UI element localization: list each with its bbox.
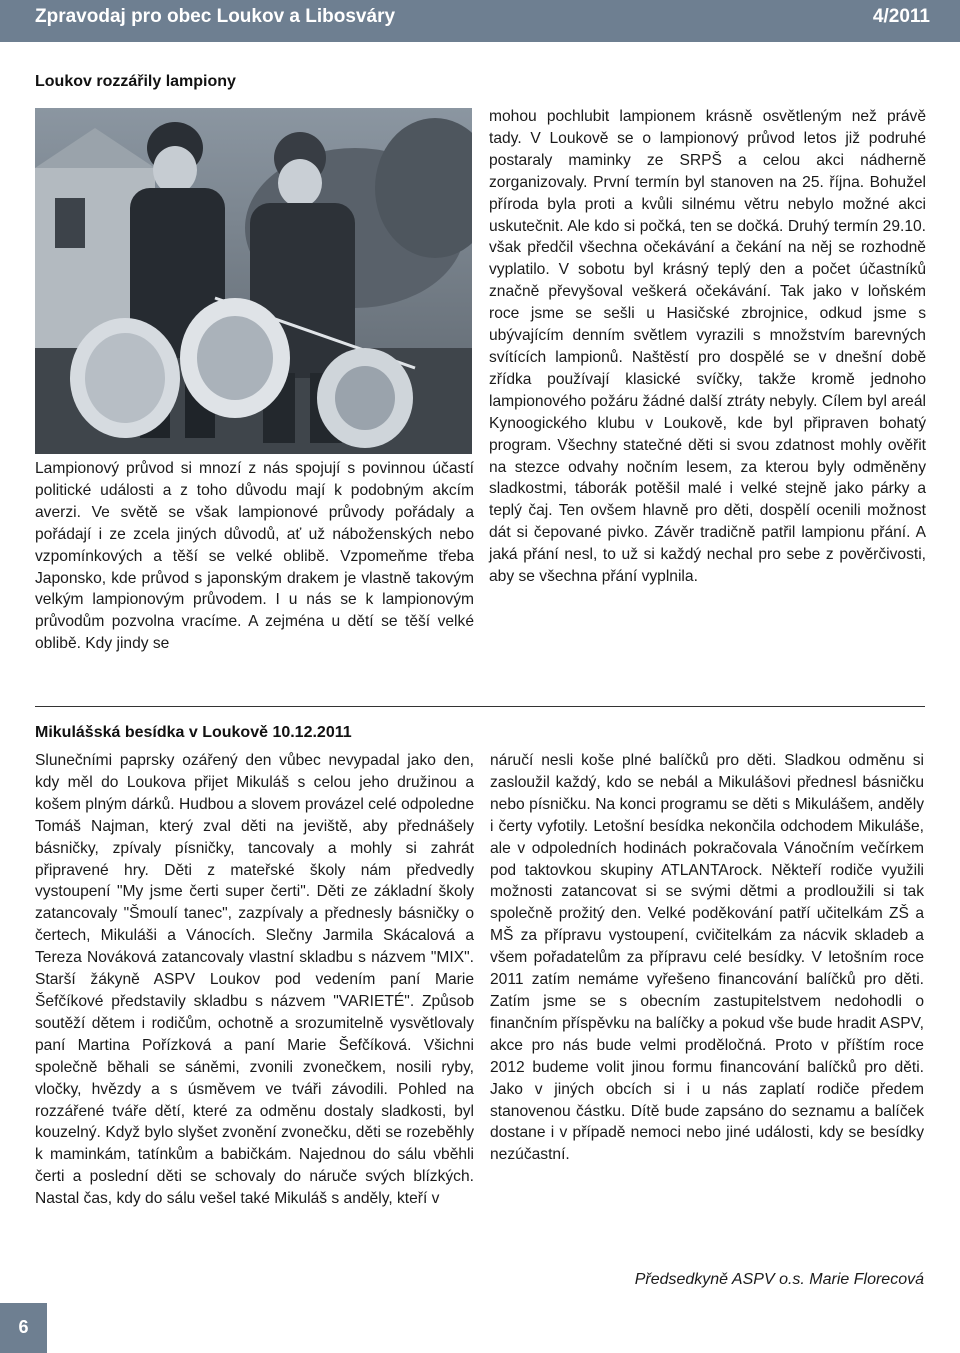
article1-text-right: mohou pochlubit lampionem krásně osvětleným než právě tady. V Loukově se o lampionový průvod letos již podruhé postaraly maminky ze SRPŠ a celou akci nádherně zorganizovaly. První termín byl stanoven na 25. října. Bohužel příroda byla proti a kvůli silnému větru nebylo možné akci uskutečnit. Ale kdo si počká, ten se dočká. Druhý termín 29.10. však předčil všechna očekávání a čekání na něj se rozhodně vyplatilo. V sobotu byl krásný teplý den a počet účastníků značně převyšoval veškerá očekávání. Tak jako v loňském roce jsme se sešli u Hasičské zbrojnice, odkud jsme s ubývajícím denním světlem vyrazili s množstvím barevných svítících lampionů. Naštěstí pro dospělé se v dnešní době zřídka používají klasické svíčky, takže kromě jednoho lampionového požáru žádné další ztráty nebyly. Cílem byl areál Kynoogického klubu v Loukově, kde byl připraven bohatý program. Všechny statečné děti si svou zdatnost mohly ověřit na stezce odvahy nočním lesem, za kterou byly odměněny sladkostmi, táborák potěšil malé i velké stejně jako párky a teplý čaj. Ten ovšem hlavně pro děti, dospělí ocenili možnost dát si čepované pivko. Závěr tradičně patřil lampionu přání. A jaká přání nesl, to už si každý nechal pro sebe z pověrčivosti, aby se všechna přání vyplnila. (489, 108, 926, 586)
article2-signature: Předsedkyně ASPV o.s. Marie Florecová (634, 1271, 924, 1288)
article1-text-left: Lampionový průvod si mnozí z nás spojují s povinnou účastí politické události a z toho důvodu mají k podobným akcím averzi. Ve světě se však lampionové průvody pořádaly a pořádají i ze zcela jiných důvodů, ať už náboženských nebo vzpomínkových a těší se velké oblibě. Vzpomeňme třeba Japonsko, kde průvod s japonským drakem je vlastně takovým velkým lampionovým průvodem. I u nás se k lampionovým průvodům pozvolna vracíme. A zejména u dětí se těší velké oblibě. Kdy jindy se (35, 460, 474, 653)
article1-title: Loukov rozzářily lampiony (35, 73, 236, 90)
newsletter-title: Zpravodaj pro obec Loukov a Libosváry (35, 6, 396, 27)
section-divider (35, 706, 925, 707)
article1-column-left (35, 458, 474, 655)
article2-title: Mikulášská besídka v Loukově 10.12.2011 (35, 724, 352, 741)
issue-number: 4/2011 (872, 6, 930, 27)
article2-column-right (490, 750, 924, 1166)
lantern-children-photo (35, 108, 472, 454)
article2-text-left: Slunečními paprsky ozářený den vůbec nevypadal jako den, kdy měl do Loukova přijet Mikuláš s celou jeho družinou a košem plným dárků. Hudbou a slovem provázel celé odpoledne Tomáš Najman, který zval děti na jeviště, aby přednášely básničky, zpívaly písničky, tancovaly a mohly si zahrát připravené hry. Děti z mateřské školy nám předvedly vystoupení "My jsme čerti super čerti". Děti ze základní školy zatancovaly "Šmoulí tanec", zazpívaly a přednesly básničky o čertech, Mikuláši a Vánocích. Slečny Jarmila Skácalová a Tereza Nováková zatancovaly vlastní skladbu s názvem "MIX". Starší žákyně ASPV Loukov pod vedením paní Marie Šefčíkové představily skladbu s názvem "VARIETÉ". Způsob soutěží dětem i rodičům, ochotně a srozumitelně vysvětlovaly paní Martina Pořízková a paní Marie Šefčíková. Všichni společně běhali se sáněmi, zvonili zvonečkem, nosili ryby, vločky, hvězdy a s úsměvem ve tváři závodili. Pohled na rozzářené tváře dětí, které za odměnu dostaly sladkosti, byl kouzelný. Když bylo slyšet zvonění zvonečku, děti se rozeběhly k maminkám, tatínkům a babičkám. Najednou do sálu vběhli čerti a poslední děti se schovaly do náruče svých blízkých. Nastal čas, kdy do sálu vešel také Mikuláš s anděly, kteří v (35, 752, 474, 1208)
article1-column-right (489, 106, 926, 588)
page-number-tab (0, 1303, 47, 1353)
article2-column-left (35, 750, 474, 1210)
article2-text-right: náručí nesli koše plné balíčků pro děti. Sladkou odměnu si zasloužil každý, kdo se nebál a Mikulášovi přednesl básničku nebo písničku. Na konci programu se děti s Mikulášem, anděly i čerty vyfotily. Letošní besídka nekončila odchodem Mikuláše, ale v odpoledních hodinách pokračovala Vánočním večírkem pod taktovkou skupiny ATLANTArock. Někteří rodiče využili možnosti zatancovat si se svými dětmi a prodloužili si tak společně prožitý den. Velké poděkování patří učitelkám ZŠ a MŠ za přípravu vystoupení, cvičitelkám za nácvik skladeb a všem pořadatelům za přípravu celé besídky. V letošním roce 2011 zatím nemáme vyřešeno financování balíčků pro děti. Zatím jsme se s obecním zastupitelstvem nedohodli o finančním příspěvku na balíčky a pokud vše bude hradit ASPV, akce pro nás bude velmi proděločná. Proto v příštím roce 2012 budeme volit jinou formu financování balíčků pro děti. Jako v jiných obcích si i u nás zaplatí rodiče předem stanovenou částku. Dítě bude zapsáno do seznamu a balíček dostane i v případě nemoci nebo jiné události, kdy se besídky nezúčastní. (490, 752, 924, 1164)
page-number: 6 (18, 1317, 29, 1337)
page-header (0, 0, 960, 42)
photo-illustration (35, 108, 472, 454)
